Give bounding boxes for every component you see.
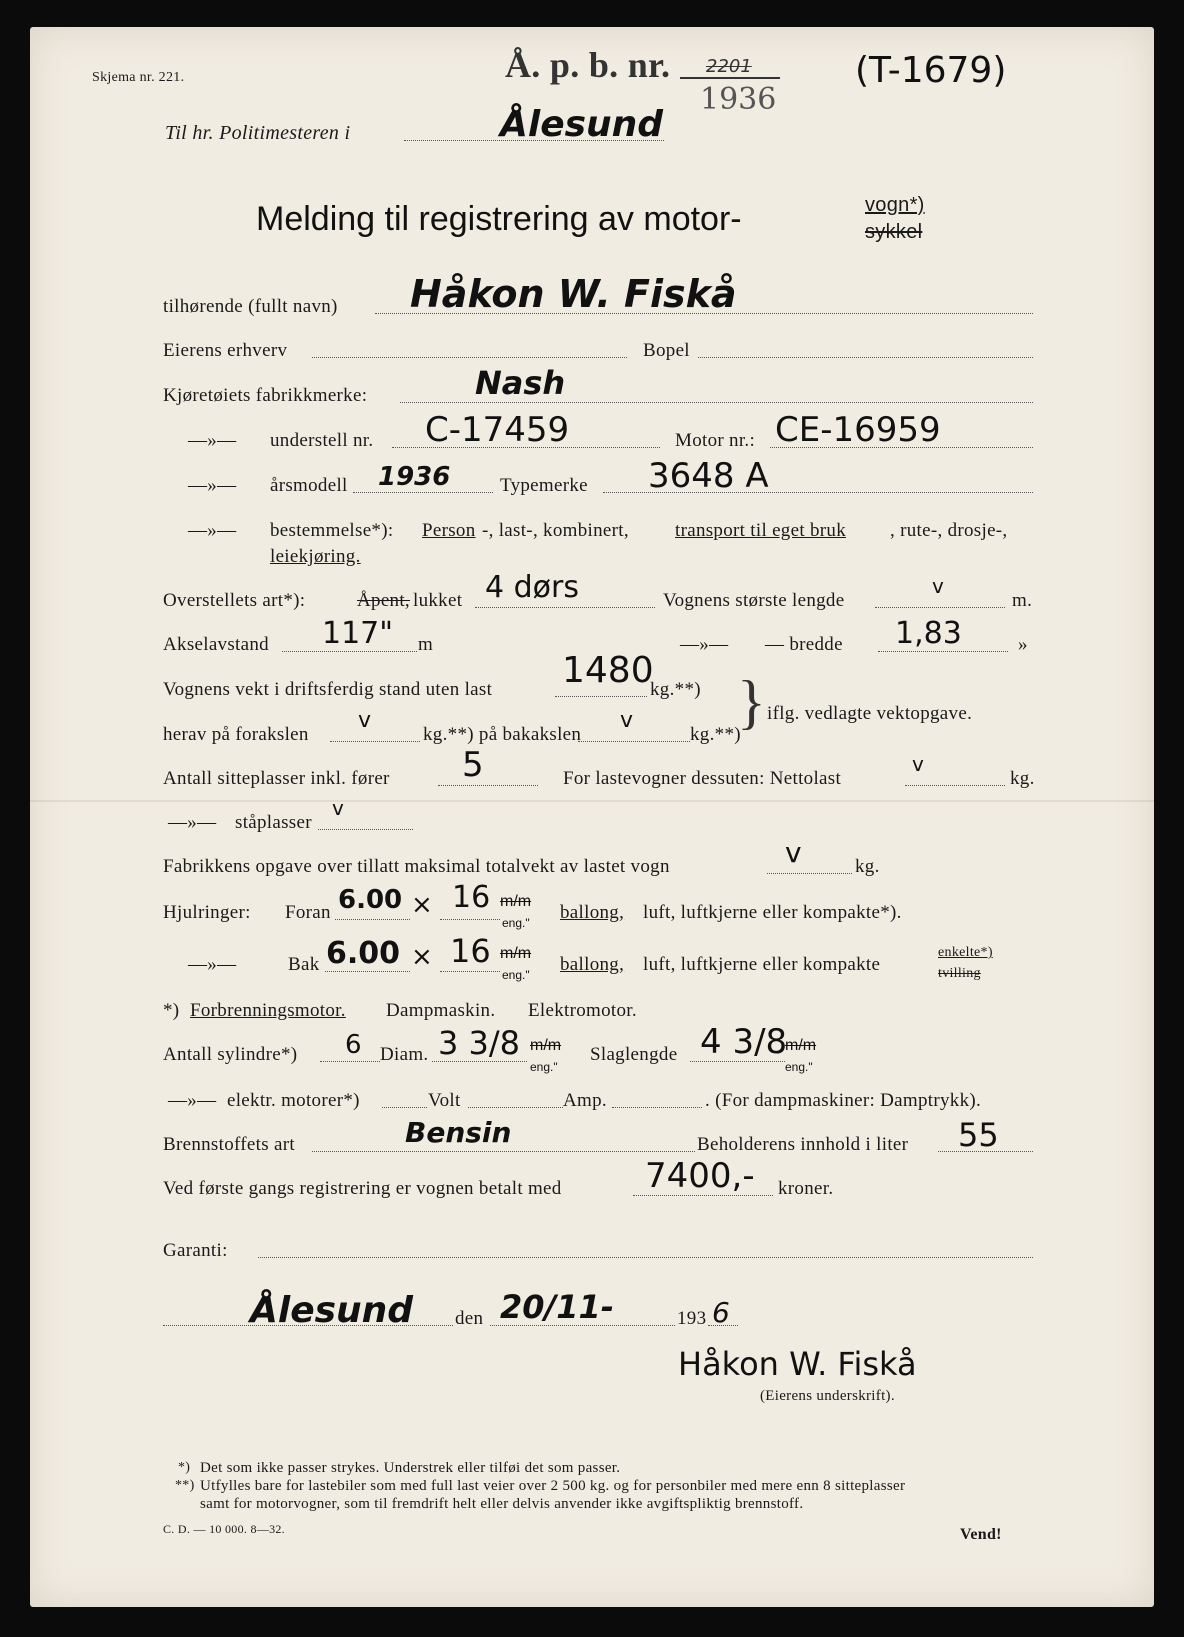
note2-line2: samt for motorvogner, som til fremdrift helt eller delvis anvender ikke avgiftspliktig brennstoff. (200, 1496, 804, 1512)
purpose-label: bestemmelse*): (270, 520, 394, 541)
address-line (698, 357, 1033, 358)
note1-mark: *) (178, 1460, 191, 1475)
stroke-eng: eng." (785, 1060, 813, 1074)
ditto-1: —»— (188, 430, 237, 451)
diam-handwritten: 3 3/8 (438, 1024, 521, 1062)
tank-handwritten: 55 (958, 1116, 999, 1154)
tires-single: enkelte*) (938, 945, 993, 960)
front-axle-line (330, 741, 420, 742)
ditto-6: —»— (188, 954, 237, 975)
max-weight-handwritten: v (785, 836, 802, 869)
tires-double: tvilling (938, 966, 981, 981)
note1-text: Det som ikke passer strykes. Understrek eller tilføi det som passer. (200, 1460, 621, 1476)
body-doors-handwritten: 4 dørs (485, 570, 579, 605)
year-suffix: 6 (712, 1296, 730, 1329)
tires-rear-diam-line (440, 971, 500, 972)
tires-label: Hjulringer: (163, 902, 251, 923)
width-label: — bredde (765, 634, 843, 655)
year-prefix: 193 (677, 1308, 707, 1329)
standing-handwritten: v (332, 796, 344, 820)
trucks-handwritten: v (912, 752, 924, 776)
title-option-vogn: vogn*) (865, 194, 925, 216)
model-year-label: årsmodell (270, 475, 348, 496)
apb-line (680, 77, 780, 79)
tires-front-eng: eng." (502, 916, 530, 930)
rear-axle-handwritten: v (620, 708, 634, 733)
cylinders-label: Antall sylindre*) (163, 1044, 298, 1065)
schema-number: Skjema nr. 221. (92, 70, 185, 85)
tires-front-label: Foran (285, 902, 331, 923)
city-handwritten: Ålesund (500, 104, 664, 145)
turn-page-note: Vend! (960, 1526, 1002, 1543)
make-label: Kjøretøiets fabrikkmerke: (163, 385, 368, 406)
volt-line (468, 1107, 563, 1108)
length-unit: m. (1012, 590, 1033, 611)
purpose-person: Person (422, 520, 476, 541)
signature-caption: (Eierens underskrift). (760, 1388, 895, 1404)
print-code: C. D. — 10 000. 8—32. (163, 1522, 285, 1536)
fuel-handwritten: Bensin (405, 1116, 512, 1149)
wheelbase-label: Akselavstand (163, 634, 269, 655)
purpose-lease: leiekjøring. (270, 546, 361, 567)
engine-electric: Elektromotor. (528, 1000, 637, 1021)
trucks-unit: kg. (1010, 768, 1035, 789)
width-line (878, 651, 1008, 652)
engine-kinds-mark: *) (163, 1000, 180, 1021)
body-closed: lukket (413, 590, 463, 611)
tires-front-mm: m/m (500, 893, 532, 910)
emotors-label: elektr. motorer*) (227, 1090, 360, 1111)
owner-label: tilhørende (fullt navn) (163, 296, 338, 317)
max-weight-label: Fabrikkens opgave over tillatt maksimal totalvekt av lastet vogn (163, 856, 670, 877)
length-line (875, 607, 1005, 608)
year-stamp: 1936 (700, 82, 777, 117)
guarantee-line (258, 1257, 1033, 1258)
tires-front-diam-line (440, 919, 500, 920)
engine-steam: Dampmaskin. (386, 1000, 496, 1021)
profession-line (312, 357, 627, 358)
ditto-4: —»— (680, 634, 729, 655)
owner-signature: Håkon W. Fiskå (678, 1345, 917, 1383)
tires-front-ballong: ballong, (560, 902, 625, 923)
place-handwritten: Ålesund (250, 1290, 414, 1331)
addressee-label: Til hr. Politimesteren i (165, 122, 351, 144)
standing-line (318, 829, 413, 830)
body-open: Åpent, (357, 590, 410, 611)
weight-line (555, 696, 647, 697)
tires-rear-eng: eng." (502, 968, 530, 982)
diam-label: Diam. (380, 1044, 429, 1065)
title-option-sykkel: sykkel (865, 221, 923, 243)
den-label: den (455, 1308, 484, 1329)
tires-front-width: 6.00 (338, 885, 403, 915)
seats-label: Antall sitteplasser inkl. fører (163, 768, 390, 789)
address-label: Bopel (643, 340, 690, 361)
price-label: Ved første gangs registrering er vognen betalt med (163, 1178, 562, 1199)
stroke-mm: m/m (785, 1037, 817, 1054)
length-label: Vognens største lengde (663, 590, 845, 611)
note2-line1: Utfylles bare for lastebiler som med full last veier over 2 500 kg. og for personbiler med mere enn 8 sitteplasser (200, 1478, 906, 1494)
weight-note: iflg. vedlagte vektopgave. (767, 703, 973, 724)
front-axle-label: herav på forakslen (163, 724, 309, 745)
purpose-options-2: , rute-, drosje-, (890, 520, 1008, 541)
model-year-line (353, 492, 493, 493)
paper-fold (30, 800, 1154, 802)
chassis-label: understell nr. (270, 430, 374, 451)
fuel-line (312, 1151, 695, 1152)
ref-code: (T-1679) (855, 50, 1007, 91)
fuel-label: Brennstoffets art (163, 1134, 295, 1155)
ditto-5: —»— (168, 812, 217, 833)
rear-axle-unit: kg.**) (690, 724, 741, 745)
purpose-transport: transport til eget bruk (675, 520, 846, 541)
width-unit: » (1018, 634, 1028, 655)
ditto-2: —»— (188, 475, 237, 496)
rear-axle-label: kg.**) på bakakslen (423, 724, 582, 745)
amp-label: Amp. (563, 1090, 607, 1111)
trucks-line (905, 785, 1005, 786)
cylinders-handwritten: 6 (345, 1030, 362, 1060)
weight-label: Vognens vekt i driftsferdig stand uten last (163, 679, 493, 700)
tires-front-diam: 16 (452, 880, 491, 915)
front-axle-handwritten: v (358, 708, 372, 733)
stroke-handwritten: 4 3/8 (700, 1022, 788, 1062)
ditto-7: —»— (168, 1090, 217, 1111)
tires-rear-types: luft, luftkjerne eller kompakte (643, 954, 881, 975)
tires-rear-diam: 16 (450, 932, 491, 970)
tires-front-types: luft, luftkjerne eller kompakte*). (643, 902, 902, 923)
chassis-handwritten: C-17459 (425, 410, 570, 450)
max-weight-line (767, 873, 852, 874)
max-weight-unit: kg. (855, 856, 880, 877)
brace: } (737, 669, 767, 735)
body-closed-line (475, 607, 655, 608)
length-handwritten: v (932, 574, 944, 598)
apb-value: 2201 (706, 56, 752, 77)
diam-mm: m/m (530, 1037, 562, 1054)
make-handwritten: Nash (475, 364, 566, 402)
seats-line (438, 785, 538, 786)
tires-front-times: × (411, 890, 433, 920)
tank-label: Beholderens innhold i liter (697, 1134, 909, 1155)
form-title: Melding til registrering av motor- (256, 200, 742, 238)
ditto-3: —»— (188, 520, 237, 541)
tires-rear-times: × (411, 942, 433, 972)
model-year-handwritten: 1936 (378, 462, 451, 492)
body-kind-label: Overstellets art*): (163, 590, 306, 611)
motor-label: Motor nr.: (675, 430, 756, 451)
tires-rear-mm: m/m (500, 945, 532, 962)
owner-name-handwritten: Håkon W. Fiskå (410, 272, 737, 316)
steam-note: . (For dampmaskiner: Damptrykk). (705, 1090, 982, 1111)
amp-line (612, 1107, 702, 1108)
motor-handwritten: CE-16959 (775, 410, 941, 450)
date-handwritten: 20/11- (500, 1288, 615, 1326)
tires-rear-width: 6.00 (326, 936, 401, 971)
note2-mark: **) (175, 1478, 195, 1493)
type-handwritten: 3648 A (648, 456, 769, 496)
tires-rear-ballong: ballong, (560, 954, 625, 975)
make-line (400, 402, 1033, 403)
weight-unit: kg.**) (650, 679, 701, 700)
standing-label: ståplasser (235, 812, 312, 833)
tires-front-width-line (335, 919, 410, 920)
stroke-label: Slaglengde (590, 1044, 678, 1065)
purpose-options: -, last-, kombinert, (482, 520, 629, 541)
rear-axle-line (578, 741, 690, 742)
apb-label: Å. p. b. nr. (505, 45, 671, 85)
cylinders-line (320, 1061, 380, 1062)
width-handwritten: 1,83 (895, 616, 962, 651)
volt-label: Volt (428, 1090, 461, 1111)
wheelbase-line (282, 651, 417, 652)
wheelbase-handwritten: 117" (322, 616, 394, 651)
profession-label: Eierens erhverv (163, 340, 288, 361)
diam-eng: eng." (530, 1060, 558, 1074)
type-label: Typemerke (500, 475, 588, 496)
engine-combustion: Forbrenningsmotor. (190, 1000, 346, 1021)
emotors-line (382, 1107, 427, 1108)
seats-handwritten: 5 (462, 745, 484, 785)
tires-rear-label: Bak (288, 954, 320, 975)
guarantee-label: Garanti: (163, 1240, 228, 1261)
tires-rear-width-line (325, 971, 410, 972)
trucks-label: For lastevogner dessuten: Nettolast (563, 768, 842, 789)
price-unit: kroner. (778, 1178, 834, 1199)
wheelbase-unit: m (418, 634, 434, 655)
weight-handwritten: 1480 (562, 650, 654, 691)
price-handwritten: 7400,- (645, 1156, 755, 1196)
